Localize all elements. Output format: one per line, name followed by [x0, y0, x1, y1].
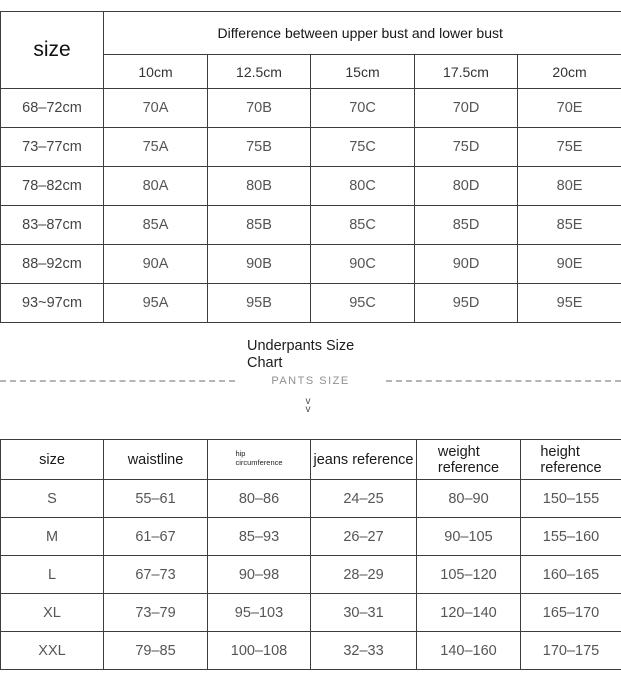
bra-size-cell: 85C [311, 206, 415, 245]
bra-size-cell: 70A [104, 89, 208, 128]
pants-size-table [0, 439, 621, 670]
bra-size-cell: 95E [518, 284, 621, 323]
weight-cell: 80–90 [417, 480, 521, 518]
table-row [1, 89, 621, 128]
hip-cell: 95–103 [208, 594, 311, 632]
bra-size-cell: 70B [208, 89, 311, 128]
weight-header-line2: reference [437, 459, 500, 476]
underbust-range: 73–77cm [1, 128, 104, 167]
bra-diff-header-text: Difference between upper bust and lower bust [217, 24, 503, 41]
hip-cell: 85–93 [208, 518, 311, 556]
bra-size-cell: 90B [208, 245, 311, 284]
hip-cell: 100–108 [208, 632, 311, 670]
chevron-glyph: v [305, 396, 311, 407]
bra-size-cell: 95B [208, 284, 311, 323]
weight-cell: 105–120 [417, 556, 521, 594]
underpants-chart-title: Underpants Size Chart [247, 338, 355, 371]
table-row [1, 128, 621, 167]
dashed-line-left [0, 380, 235, 382]
pants-size-cell: M [1, 518, 104, 556]
bra-diff-col: 15cm [311, 55, 415, 89]
bra-diff-col: 12.5cm [208, 55, 311, 89]
waistline-cell: 67–73 [104, 556, 208, 594]
hip-cell: 90–98 [208, 556, 311, 594]
height-cell: 155–160 [521, 518, 621, 556]
pants-size-label: PANTS SIZE [271, 375, 350, 387]
hip-circumference-header [208, 440, 311, 480]
bra-size-cell: 80B [208, 167, 311, 206]
bra-diff-col: 10cm [104, 55, 208, 89]
hip-header-line2: circumference [235, 457, 283, 467]
bra-size-cell: 90C [311, 245, 415, 284]
chevron-down-icon [297, 398, 319, 414]
underbust-range: 68–72cm [1, 89, 104, 128]
bra-diff-header-cell [104, 12, 621, 55]
jeans-cell: 26–27 [311, 518, 417, 556]
jeans-cell: 28–29 [311, 556, 417, 594]
height-cell: 150–155 [521, 480, 621, 518]
table-row [1, 632, 621, 670]
weight-cell: 90–105 [417, 518, 521, 556]
pants-size-cell: XL [1, 594, 104, 632]
table-row [1, 594, 621, 632]
pants-size-cell: L [1, 556, 104, 594]
underbust-range: 93~97cm [1, 284, 104, 323]
waistline-cell: 73–79 [104, 594, 208, 632]
bra-size-cell: 90D [415, 245, 518, 284]
pants-size-cell: S [1, 480, 104, 518]
waistline-header: waistline [104, 440, 208, 480]
bra-diff-col: 17.5cm [415, 55, 518, 89]
underbust-range: 78–82cm [1, 167, 104, 206]
bra-size-cell: 85A [104, 206, 208, 245]
height-cell: 170–175 [521, 632, 621, 670]
table-row [1, 480, 621, 518]
bra-size-cell: 85D [415, 206, 518, 245]
bra-size-cell: 80E [518, 167, 621, 206]
bra-size-cell: 75E [518, 128, 621, 167]
bra-size-corner-label: size [1, 12, 104, 89]
jeans-cell: 24–25 [311, 480, 417, 518]
height-cell: 160–165 [521, 556, 621, 594]
underbust-range: 88–92cm [1, 245, 104, 284]
bra-size-cell: 85E [518, 206, 621, 245]
bra-size-cell: 95A [104, 284, 208, 323]
chevron-glyph: v [305, 404, 311, 415]
bra-size-cell: 95D [415, 284, 518, 323]
bra-size-cell: 80D [415, 167, 518, 206]
bra-size-cell: 80C [311, 167, 415, 206]
height-cell: 165–170 [521, 594, 621, 632]
bra-size-cell: 95C [311, 284, 415, 323]
bra-size-cell: 70E [518, 89, 621, 128]
weight-reference-header [417, 440, 521, 480]
weight-header-line1: weight [437, 443, 480, 460]
waistline-cell: 55–61 [104, 480, 208, 518]
dashed-line-right [386, 380, 621, 382]
bra-size-cell: 85B [208, 206, 311, 245]
pants-size-divider [0, 374, 621, 388]
table-row [1, 206, 621, 245]
bra-size-table [0, 11, 621, 323]
bra-size-cell: 80A [104, 167, 208, 206]
bra-size-cell: 70D [415, 89, 518, 128]
bra-size-cell: 75D [415, 128, 518, 167]
table-row [1, 284, 621, 323]
table-row [1, 556, 621, 594]
jeans-reference-header: jeans reference [311, 440, 417, 480]
table-row [1, 245, 621, 284]
bra-size-cell: 90A [104, 245, 208, 284]
hip-header-line1: hip [235, 449, 246, 459]
hip-cell: 80–86 [208, 480, 311, 518]
height-header-line2: reference [540, 459, 602, 476]
bra-header-row-1 [1, 12, 621, 55]
weight-cell: 140–160 [417, 632, 521, 670]
table-row [1, 518, 621, 556]
underbust-range: 83–87cm [1, 206, 104, 245]
bra-size-cell: 75C [311, 128, 415, 167]
bra-size-cell: 70C [311, 89, 415, 128]
pants-size-cell: XXL [1, 632, 104, 670]
table-row [1, 167, 621, 206]
waistline-cell: 61–67 [104, 518, 208, 556]
pants-header-row [1, 440, 621, 480]
bra-size-cell: 90E [518, 245, 621, 284]
bra-diff-col: 20cm [518, 55, 621, 89]
bra-size-cell: 75B [208, 128, 311, 167]
height-header-line1: height [540, 443, 580, 460]
jeans-cell: 32–33 [311, 632, 417, 670]
bra-size-cell: 75A [104, 128, 208, 167]
weight-cell: 120–140 [417, 594, 521, 632]
pants-size-corner-label: size [1, 440, 104, 480]
jeans-cell: 30–31 [311, 594, 417, 632]
height-reference-header [521, 440, 621, 480]
waistline-cell: 79–85 [104, 632, 208, 670]
